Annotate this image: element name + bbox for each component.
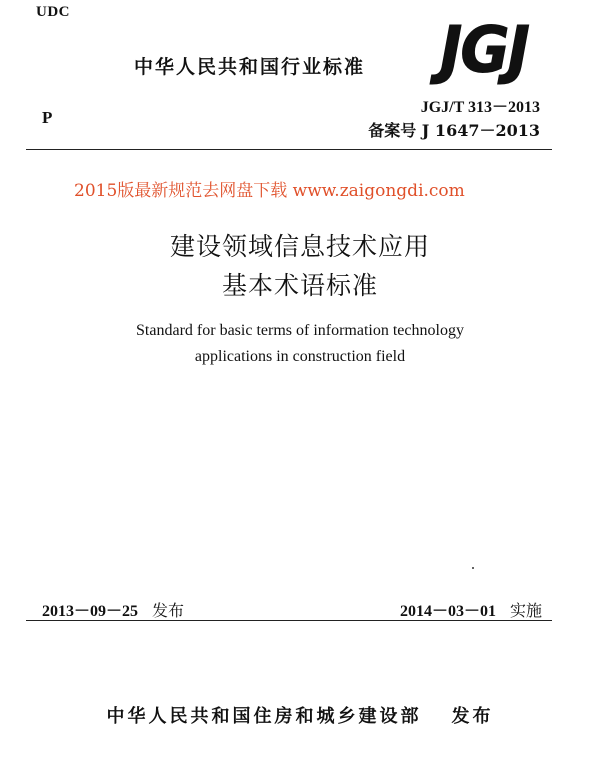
classification-mark: P xyxy=(42,108,53,127)
title-chinese-line2: 基本术语标准 xyxy=(221,271,378,300)
issue-date: 2013－09－25 xyxy=(42,603,139,620)
standard-code: JGJ/T 313－2013 xyxy=(420,99,540,116)
issuer-line xyxy=(0,702,600,728)
effective-label: 实施 xyxy=(509,601,542,620)
issuer-action: 发布 xyxy=(451,706,494,727)
download-watermark: 2015版最新规范去网盘下载 www.zaigongdi.com xyxy=(74,181,465,201)
effective-date-block xyxy=(400,598,542,621)
title-english-line1: Standard for basic terms of information technology xyxy=(136,322,464,339)
issue-label: 发布 xyxy=(152,601,185,620)
issue-date-block xyxy=(42,598,184,621)
top-divider xyxy=(26,149,552,150)
title-chinese-line1: 建设领域信息技术应用 xyxy=(169,232,430,261)
industry-standard-heading: 中华人民共和国行业标准 xyxy=(134,56,366,78)
bottom-divider xyxy=(26,620,552,621)
record-number: 备案号 J 1647－2013 xyxy=(368,121,540,140)
title-english-line2: applications in construction field xyxy=(194,348,406,365)
udc-label: UDC xyxy=(36,4,70,20)
scan-speck xyxy=(472,567,474,569)
jgj-logo: JGJ xyxy=(440,14,528,88)
issuer-name: 中华人民共和国住房和城乡建设部 xyxy=(106,706,422,727)
effective-date: 2014－03－01 xyxy=(399,603,496,620)
